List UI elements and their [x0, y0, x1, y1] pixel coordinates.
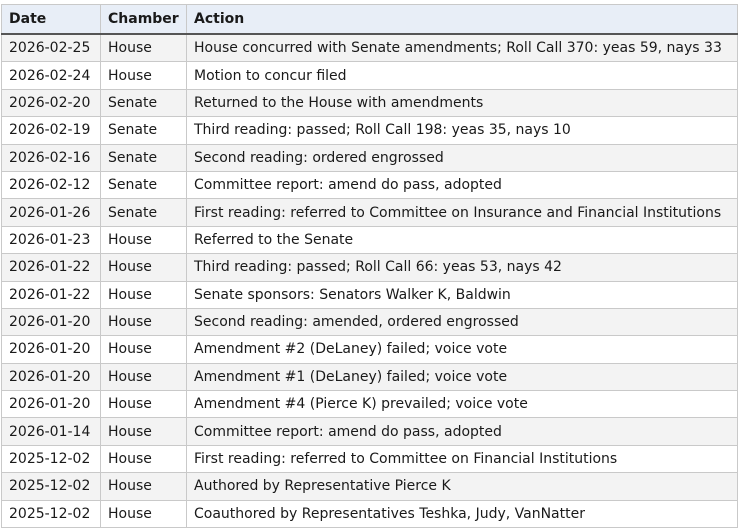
chamber-cell: House [101, 473, 187, 500]
date-cell: 2026-01-20 [2, 336, 101, 363]
bill-actions-table [1, 4, 738, 528]
date-cell: 2026-02-16 [2, 144, 101, 171]
action-cell: Referred to the Senate [187, 226, 738, 253]
table-row [2, 226, 738, 253]
date-cell: 2026-01-20 [2, 363, 101, 390]
date-cell: 2026-01-23 [2, 226, 101, 253]
action-cell: First reading: referred to Committee on Financial Institutions [187, 445, 738, 472]
chamber-cell: Senate [101, 144, 187, 171]
date-cell: 2025-12-02 [2, 500, 101, 527]
chamber-cell: Senate [101, 117, 187, 144]
chamber-cell: House [101, 34, 187, 62]
table-body [2, 34, 738, 528]
date-cell: 2026-01-22 [2, 281, 101, 308]
table-row [2, 473, 738, 500]
table-row [2, 308, 738, 335]
action-cell: Authored by Representative Pierce K [187, 473, 738, 500]
chamber-cell: House [101, 391, 187, 418]
table-row [2, 500, 738, 527]
chamber-cell: House [101, 308, 187, 335]
table-header [2, 5, 738, 35]
date-cell: 2026-01-14 [2, 418, 101, 445]
chamber-cell: House [101, 62, 187, 89]
action-column-header[interactable]: Action [187, 5, 738, 35]
table-row [2, 445, 738, 472]
action-cell: Coauthored by Representatives Teshka, Judy, VanNatter [187, 500, 738, 527]
action-cell: Committee report: amend do pass, adopted [187, 171, 738, 198]
date-cell: 2026-02-20 [2, 89, 101, 116]
chamber-cell: House [101, 254, 187, 281]
table-row [2, 363, 738, 390]
action-cell: Second reading: amended, ordered engrossed [187, 308, 738, 335]
date-cell: 2026-02-19 [2, 117, 101, 144]
table-row [2, 171, 738, 198]
action-cell: Committee report: amend do pass, adopted [187, 418, 738, 445]
action-cell: Amendment #1 (DeLaney) failed; voice vote [187, 363, 738, 390]
action-cell: Senate sponsors: Senators Walker K, Baldwin [187, 281, 738, 308]
date-cell: 2026-02-24 [2, 62, 101, 89]
chamber-cell: House [101, 226, 187, 253]
table-row [2, 336, 738, 363]
action-cell: Third reading: passed; Roll Call 66: yeas 53, nays 42 [187, 254, 738, 281]
chamber-column-header[interactable]: Chamber [101, 5, 187, 35]
table-row [2, 391, 738, 418]
date-column-header[interactable]: Date [2, 5, 101, 35]
chamber-cell: House [101, 445, 187, 472]
action-cell: Motion to concur filed [187, 62, 738, 89]
table-row [2, 281, 738, 308]
chamber-cell: House [101, 500, 187, 527]
chamber-cell: House [101, 418, 187, 445]
action-cell: Amendment #4 (Pierce K) prevailed; voice vote [187, 391, 738, 418]
date-cell: 2025-12-02 [2, 445, 101, 472]
action-cell: Returned to the House with amendments [187, 89, 738, 116]
table-row [2, 254, 738, 281]
table-row [2, 117, 738, 144]
date-cell: 2026-01-20 [2, 308, 101, 335]
chamber-cell: Senate [101, 89, 187, 116]
table-row [2, 34, 738, 62]
chamber-cell: House [101, 336, 187, 363]
date-cell: 2026-01-22 [2, 254, 101, 281]
table-row [2, 62, 738, 89]
chamber-cell: House [101, 281, 187, 308]
chamber-cell: House [101, 363, 187, 390]
table-row [2, 89, 738, 116]
date-cell: 2026-02-12 [2, 171, 101, 198]
table-row [2, 418, 738, 445]
action-cell: Amendment #2 (DeLaney) failed; voice vote [187, 336, 738, 363]
table-row [2, 144, 738, 171]
date-cell: 2025-12-02 [2, 473, 101, 500]
date-cell: 2026-01-26 [2, 199, 101, 226]
action-cell: House concurred with Senate amendments; Roll Call 370: yeas 59, nays 33 [187, 34, 738, 62]
action-cell: Second reading: ordered engrossed [187, 144, 738, 171]
action-cell: Third reading: passed; Roll Call 198: yeas 35, nays 10 [187, 117, 738, 144]
table-row [2, 199, 738, 226]
date-cell: 2026-02-25 [2, 34, 101, 62]
chamber-cell: Senate [101, 171, 187, 198]
action-cell: First reading: referred to Committee on Insurance and Financial Institutions [187, 199, 738, 226]
chamber-cell: Senate [101, 199, 187, 226]
date-cell: 2026-01-20 [2, 391, 101, 418]
header-row [2, 5, 738, 35]
